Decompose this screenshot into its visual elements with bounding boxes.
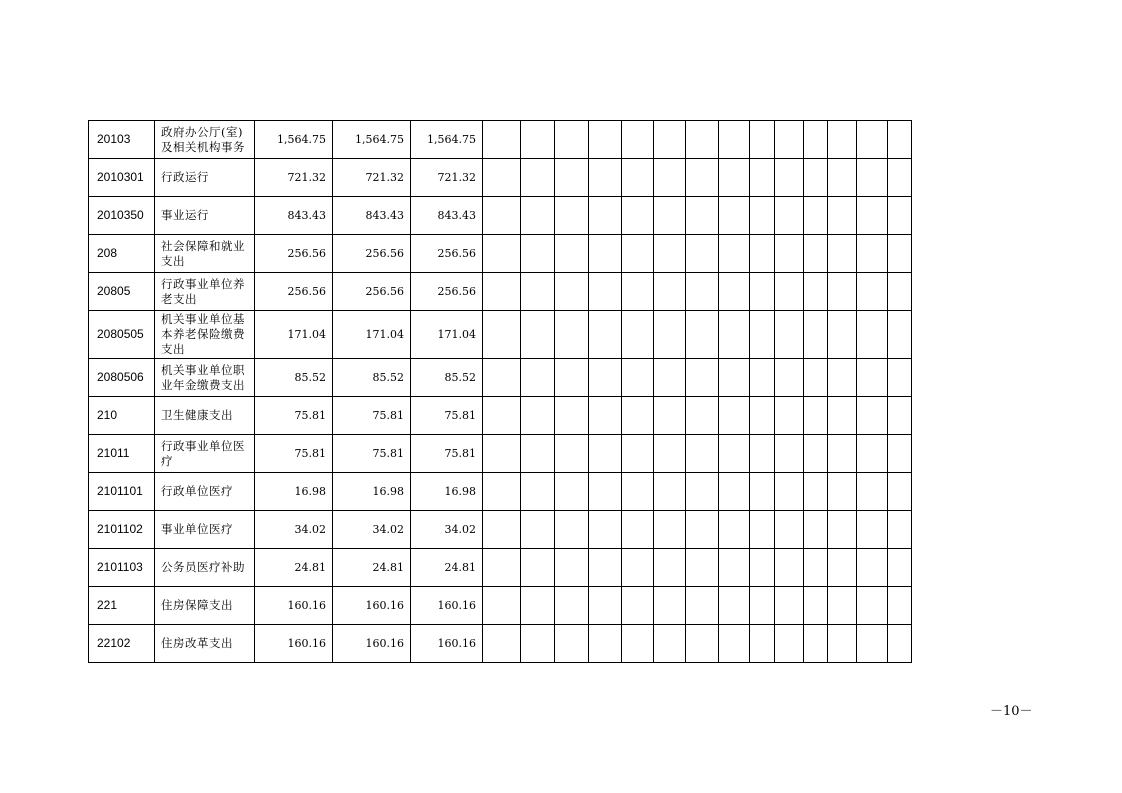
empty-cell (888, 549, 912, 587)
empty-cell (750, 397, 775, 435)
empty-cell (521, 235, 555, 273)
row-amount: 843.43 (255, 197, 333, 235)
row-amount: 160.16 (255, 587, 333, 625)
empty-cell (654, 121, 686, 159)
row-amount: 75.81 (411, 397, 483, 435)
empty-cell (521, 435, 555, 473)
table-row (89, 587, 912, 625)
empty-cell (555, 197, 589, 235)
table-row (89, 625, 912, 663)
empty-cell (622, 359, 654, 397)
empty-cell (483, 473, 521, 511)
empty-cell (719, 311, 750, 359)
table-row (89, 549, 912, 587)
row-amount: 721.32 (333, 159, 411, 197)
empty-cell (750, 473, 775, 511)
empty-cell (521, 311, 555, 359)
empty-cell (654, 473, 686, 511)
empty-cell (483, 549, 521, 587)
empty-cell (589, 435, 622, 473)
empty-cell (654, 359, 686, 397)
empty-cell (804, 311, 828, 359)
empty-cell (804, 397, 828, 435)
empty-cell (719, 359, 750, 397)
empty-cell (857, 159, 888, 197)
empty-cell (857, 273, 888, 311)
empty-cell (719, 549, 750, 587)
empty-cell (775, 511, 804, 549)
empty-cell (686, 311, 719, 359)
empty-cell (521, 197, 555, 235)
empty-cell (483, 273, 521, 311)
empty-cell (622, 549, 654, 587)
empty-cell (804, 273, 828, 311)
empty-cell (589, 159, 622, 197)
table-row (89, 511, 912, 549)
empty-cell (622, 159, 654, 197)
table-row (89, 121, 912, 159)
row-name: 事业单位医疗 (155, 511, 255, 549)
empty-cell (750, 121, 775, 159)
empty-cell (750, 435, 775, 473)
empty-cell (719, 587, 750, 625)
row-amount: 256.56 (411, 273, 483, 311)
empty-cell (719, 397, 750, 435)
row-code: 2101103 (89, 549, 155, 587)
empty-cell (888, 235, 912, 273)
empty-cell (654, 159, 686, 197)
empty-cell (654, 587, 686, 625)
empty-cell (750, 549, 775, 587)
page-number: －10－ (990, 704, 1033, 719)
row-code: 208 (89, 235, 155, 273)
empty-cell (555, 397, 589, 435)
row-amount: 160.16 (333, 625, 411, 663)
empty-cell (589, 473, 622, 511)
table-row (89, 473, 912, 511)
empty-cell (750, 311, 775, 359)
row-amount: 16.98 (255, 473, 333, 511)
empty-cell (828, 473, 857, 511)
row-amount: 843.43 (333, 197, 411, 235)
empty-cell (483, 435, 521, 473)
empty-cell (888, 311, 912, 359)
empty-cell (775, 235, 804, 273)
row-amount: 843.43 (411, 197, 483, 235)
row-amount: 75.81 (411, 435, 483, 473)
empty-cell (804, 435, 828, 473)
empty-cell (589, 121, 622, 159)
row-code: 2080505 (89, 311, 155, 359)
row-amount: 34.02 (255, 511, 333, 549)
row-amount: 16.98 (333, 473, 411, 511)
empty-cell (719, 121, 750, 159)
empty-cell (555, 235, 589, 273)
row-code: 2101101 (89, 473, 155, 511)
empty-cell (483, 587, 521, 625)
empty-cell (804, 121, 828, 159)
empty-cell (589, 511, 622, 549)
empty-cell (857, 435, 888, 473)
empty-cell (622, 197, 654, 235)
empty-cell (775, 359, 804, 397)
row-amount: 256.56 (411, 235, 483, 273)
empty-cell (654, 197, 686, 235)
empty-cell (828, 311, 857, 359)
empty-cell (555, 625, 589, 663)
row-amount: 85.52 (255, 359, 333, 397)
empty-cell (775, 625, 804, 663)
empty-cell (555, 435, 589, 473)
empty-cell (888, 197, 912, 235)
empty-cell (483, 511, 521, 549)
row-amount: 256.56 (333, 235, 411, 273)
row-code: 20103 (89, 121, 155, 159)
empty-cell (686, 359, 719, 397)
empty-cell (483, 121, 521, 159)
empty-cell (622, 587, 654, 625)
empty-cell (521, 549, 555, 587)
row-code: 2101102 (89, 511, 155, 549)
row-amount: 75.81 (255, 397, 333, 435)
row-amount: 160.16 (411, 625, 483, 663)
empty-cell (483, 235, 521, 273)
row-amount: 85.52 (411, 359, 483, 397)
empty-cell (654, 549, 686, 587)
empty-cell (888, 511, 912, 549)
row-name: 公务员医疗补助 (155, 549, 255, 587)
row-code: 2010350 (89, 197, 155, 235)
row-amount: 1,564.75 (333, 121, 411, 159)
empty-cell (750, 235, 775, 273)
table-row (89, 397, 912, 435)
row-amount: 34.02 (333, 511, 411, 549)
row-amount: 256.56 (255, 235, 333, 273)
empty-cell (622, 511, 654, 549)
empty-cell (857, 235, 888, 273)
empty-cell (775, 549, 804, 587)
row-amount: 85.52 (333, 359, 411, 397)
empty-cell (521, 359, 555, 397)
empty-cell (828, 435, 857, 473)
empty-cell (589, 197, 622, 235)
budget-table-body (89, 121, 912, 663)
empty-cell (555, 159, 589, 197)
row-amount: 256.56 (255, 273, 333, 311)
table-row (89, 311, 912, 359)
row-name: 行政运行 (155, 159, 255, 197)
empty-cell (686, 397, 719, 435)
empty-cell (828, 511, 857, 549)
empty-cell (804, 511, 828, 549)
empty-cell (857, 311, 888, 359)
empty-cell (775, 273, 804, 311)
row-amount: 160.16 (333, 587, 411, 625)
empty-cell (888, 121, 912, 159)
row-amount: 721.32 (255, 159, 333, 197)
empty-cell (888, 159, 912, 197)
empty-cell (750, 359, 775, 397)
empty-cell (521, 121, 555, 159)
row-name: 政府办公厅(室)及相关机构事务 (155, 121, 255, 159)
row-amount: 1,564.75 (255, 121, 333, 159)
row-code: 221 (89, 587, 155, 625)
empty-cell (857, 359, 888, 397)
empty-cell (888, 397, 912, 435)
empty-cell (775, 397, 804, 435)
row-amount: 16.98 (411, 473, 483, 511)
empty-cell (828, 159, 857, 197)
empty-cell (857, 197, 888, 235)
empty-cell (750, 625, 775, 663)
row-amount: 160.16 (255, 625, 333, 663)
empty-cell (828, 359, 857, 397)
empty-cell (775, 587, 804, 625)
empty-cell (686, 473, 719, 511)
empty-cell (775, 197, 804, 235)
empty-cell (857, 473, 888, 511)
empty-cell (828, 197, 857, 235)
empty-cell (804, 235, 828, 273)
empty-cell (804, 159, 828, 197)
empty-cell (804, 197, 828, 235)
empty-cell (686, 197, 719, 235)
empty-cell (857, 121, 888, 159)
empty-cell (654, 311, 686, 359)
empty-cell (888, 359, 912, 397)
empty-cell (775, 473, 804, 511)
empty-cell (622, 473, 654, 511)
empty-cell (804, 473, 828, 511)
row-amount: 34.02 (411, 511, 483, 549)
row-amount: 171.04 (411, 311, 483, 359)
row-name: 住房改革支出 (155, 625, 255, 663)
empty-cell (888, 473, 912, 511)
empty-cell (654, 235, 686, 273)
row-amount: 24.81 (411, 549, 483, 587)
empty-cell (622, 397, 654, 435)
row-name: 行政事业单位养老支出 (155, 273, 255, 311)
empty-cell (483, 197, 521, 235)
empty-cell (555, 359, 589, 397)
empty-cell (483, 397, 521, 435)
row-amount: 75.81 (333, 397, 411, 435)
empty-cell (622, 435, 654, 473)
empty-cell (719, 197, 750, 235)
empty-cell (521, 273, 555, 311)
empty-cell (654, 273, 686, 311)
empty-cell (686, 159, 719, 197)
empty-cell (521, 587, 555, 625)
empty-cell (857, 549, 888, 587)
empty-cell (750, 511, 775, 549)
table-row (89, 359, 912, 397)
empty-cell (719, 273, 750, 311)
empty-cell (654, 397, 686, 435)
empty-cell (888, 625, 912, 663)
empty-cell (719, 159, 750, 197)
empty-cell (857, 511, 888, 549)
empty-cell (828, 625, 857, 663)
row-code: 2010301 (89, 159, 155, 197)
empty-cell (483, 159, 521, 197)
table-row (89, 197, 912, 235)
empty-cell (775, 121, 804, 159)
empty-cell (888, 587, 912, 625)
row-amount: 75.81 (255, 435, 333, 473)
row-amount: 171.04 (255, 311, 333, 359)
row-name: 机关事业单位职业年金缴费支出 (155, 359, 255, 397)
row-name: 行政单位医疗 (155, 473, 255, 511)
row-code: 21011 (89, 435, 155, 473)
row-amount: 721.32 (411, 159, 483, 197)
empty-cell (804, 625, 828, 663)
empty-cell (719, 625, 750, 663)
empty-cell (589, 311, 622, 359)
table-row (89, 273, 912, 311)
empty-cell (750, 273, 775, 311)
empty-cell (828, 121, 857, 159)
empty-cell (555, 311, 589, 359)
empty-cell (622, 311, 654, 359)
row-amount: 256.56 (333, 273, 411, 311)
empty-cell (686, 435, 719, 473)
empty-cell (828, 587, 857, 625)
empty-cell (589, 359, 622, 397)
empty-cell (857, 587, 888, 625)
empty-cell (654, 435, 686, 473)
empty-cell (775, 435, 804, 473)
empty-cell (686, 511, 719, 549)
empty-cell (589, 549, 622, 587)
empty-cell (555, 273, 589, 311)
empty-cell (719, 511, 750, 549)
empty-cell (622, 625, 654, 663)
empty-cell (750, 197, 775, 235)
empty-cell (828, 397, 857, 435)
row-name: 卫生健康支出 (155, 397, 255, 435)
empty-cell (719, 235, 750, 273)
row-name: 事业运行 (155, 197, 255, 235)
row-name: 行政事业单位医疗 (155, 435, 255, 473)
empty-cell (804, 587, 828, 625)
empty-cell (521, 511, 555, 549)
row-amount: 1,564.75 (411, 121, 483, 159)
empty-cell (828, 273, 857, 311)
row-code: 210 (89, 397, 155, 435)
empty-cell (888, 273, 912, 311)
row-code: 2080506 (89, 359, 155, 397)
empty-cell (686, 273, 719, 311)
empty-cell (622, 273, 654, 311)
empty-cell (750, 159, 775, 197)
empty-cell (686, 587, 719, 625)
row-name: 住房保障支出 (155, 587, 255, 625)
empty-cell (622, 235, 654, 273)
row-code: 22102 (89, 625, 155, 663)
empty-cell (804, 359, 828, 397)
empty-cell (750, 587, 775, 625)
empty-cell (775, 159, 804, 197)
empty-cell (686, 121, 719, 159)
empty-cell (521, 159, 555, 197)
empty-cell (589, 625, 622, 663)
empty-cell (483, 359, 521, 397)
empty-cell (555, 587, 589, 625)
empty-cell (804, 549, 828, 587)
empty-cell (654, 625, 686, 663)
empty-cell (589, 273, 622, 311)
empty-cell (521, 625, 555, 663)
budget-table (88, 120, 912, 663)
empty-cell (775, 311, 804, 359)
empty-cell (483, 311, 521, 359)
row-amount: 171.04 (333, 311, 411, 359)
empty-cell (622, 121, 654, 159)
empty-cell (555, 511, 589, 549)
empty-cell (719, 435, 750, 473)
empty-cell (483, 625, 521, 663)
empty-cell (555, 549, 589, 587)
table-row (89, 435, 912, 473)
empty-cell (521, 473, 555, 511)
empty-cell (589, 235, 622, 273)
row-amount: 160.16 (411, 587, 483, 625)
empty-cell (589, 587, 622, 625)
empty-cell (555, 121, 589, 159)
row-amount: 75.81 (333, 435, 411, 473)
row-amount: 24.81 (255, 549, 333, 587)
empty-cell (719, 473, 750, 511)
empty-cell (888, 435, 912, 473)
row-name: 社会保障和就业支出 (155, 235, 255, 273)
empty-cell (828, 549, 857, 587)
empty-cell (654, 511, 686, 549)
row-amount: 24.81 (333, 549, 411, 587)
empty-cell (521, 397, 555, 435)
empty-cell (686, 235, 719, 273)
empty-cell (555, 473, 589, 511)
empty-cell (857, 397, 888, 435)
table-row (89, 159, 912, 197)
row-name: 机关事业单位基本养老保险缴费支出 (155, 311, 255, 359)
table-row (89, 235, 912, 273)
empty-cell (857, 625, 888, 663)
empty-cell (828, 235, 857, 273)
empty-cell (686, 625, 719, 663)
empty-cell (589, 397, 622, 435)
empty-cell (686, 549, 719, 587)
row-code: 20805 (89, 273, 155, 311)
